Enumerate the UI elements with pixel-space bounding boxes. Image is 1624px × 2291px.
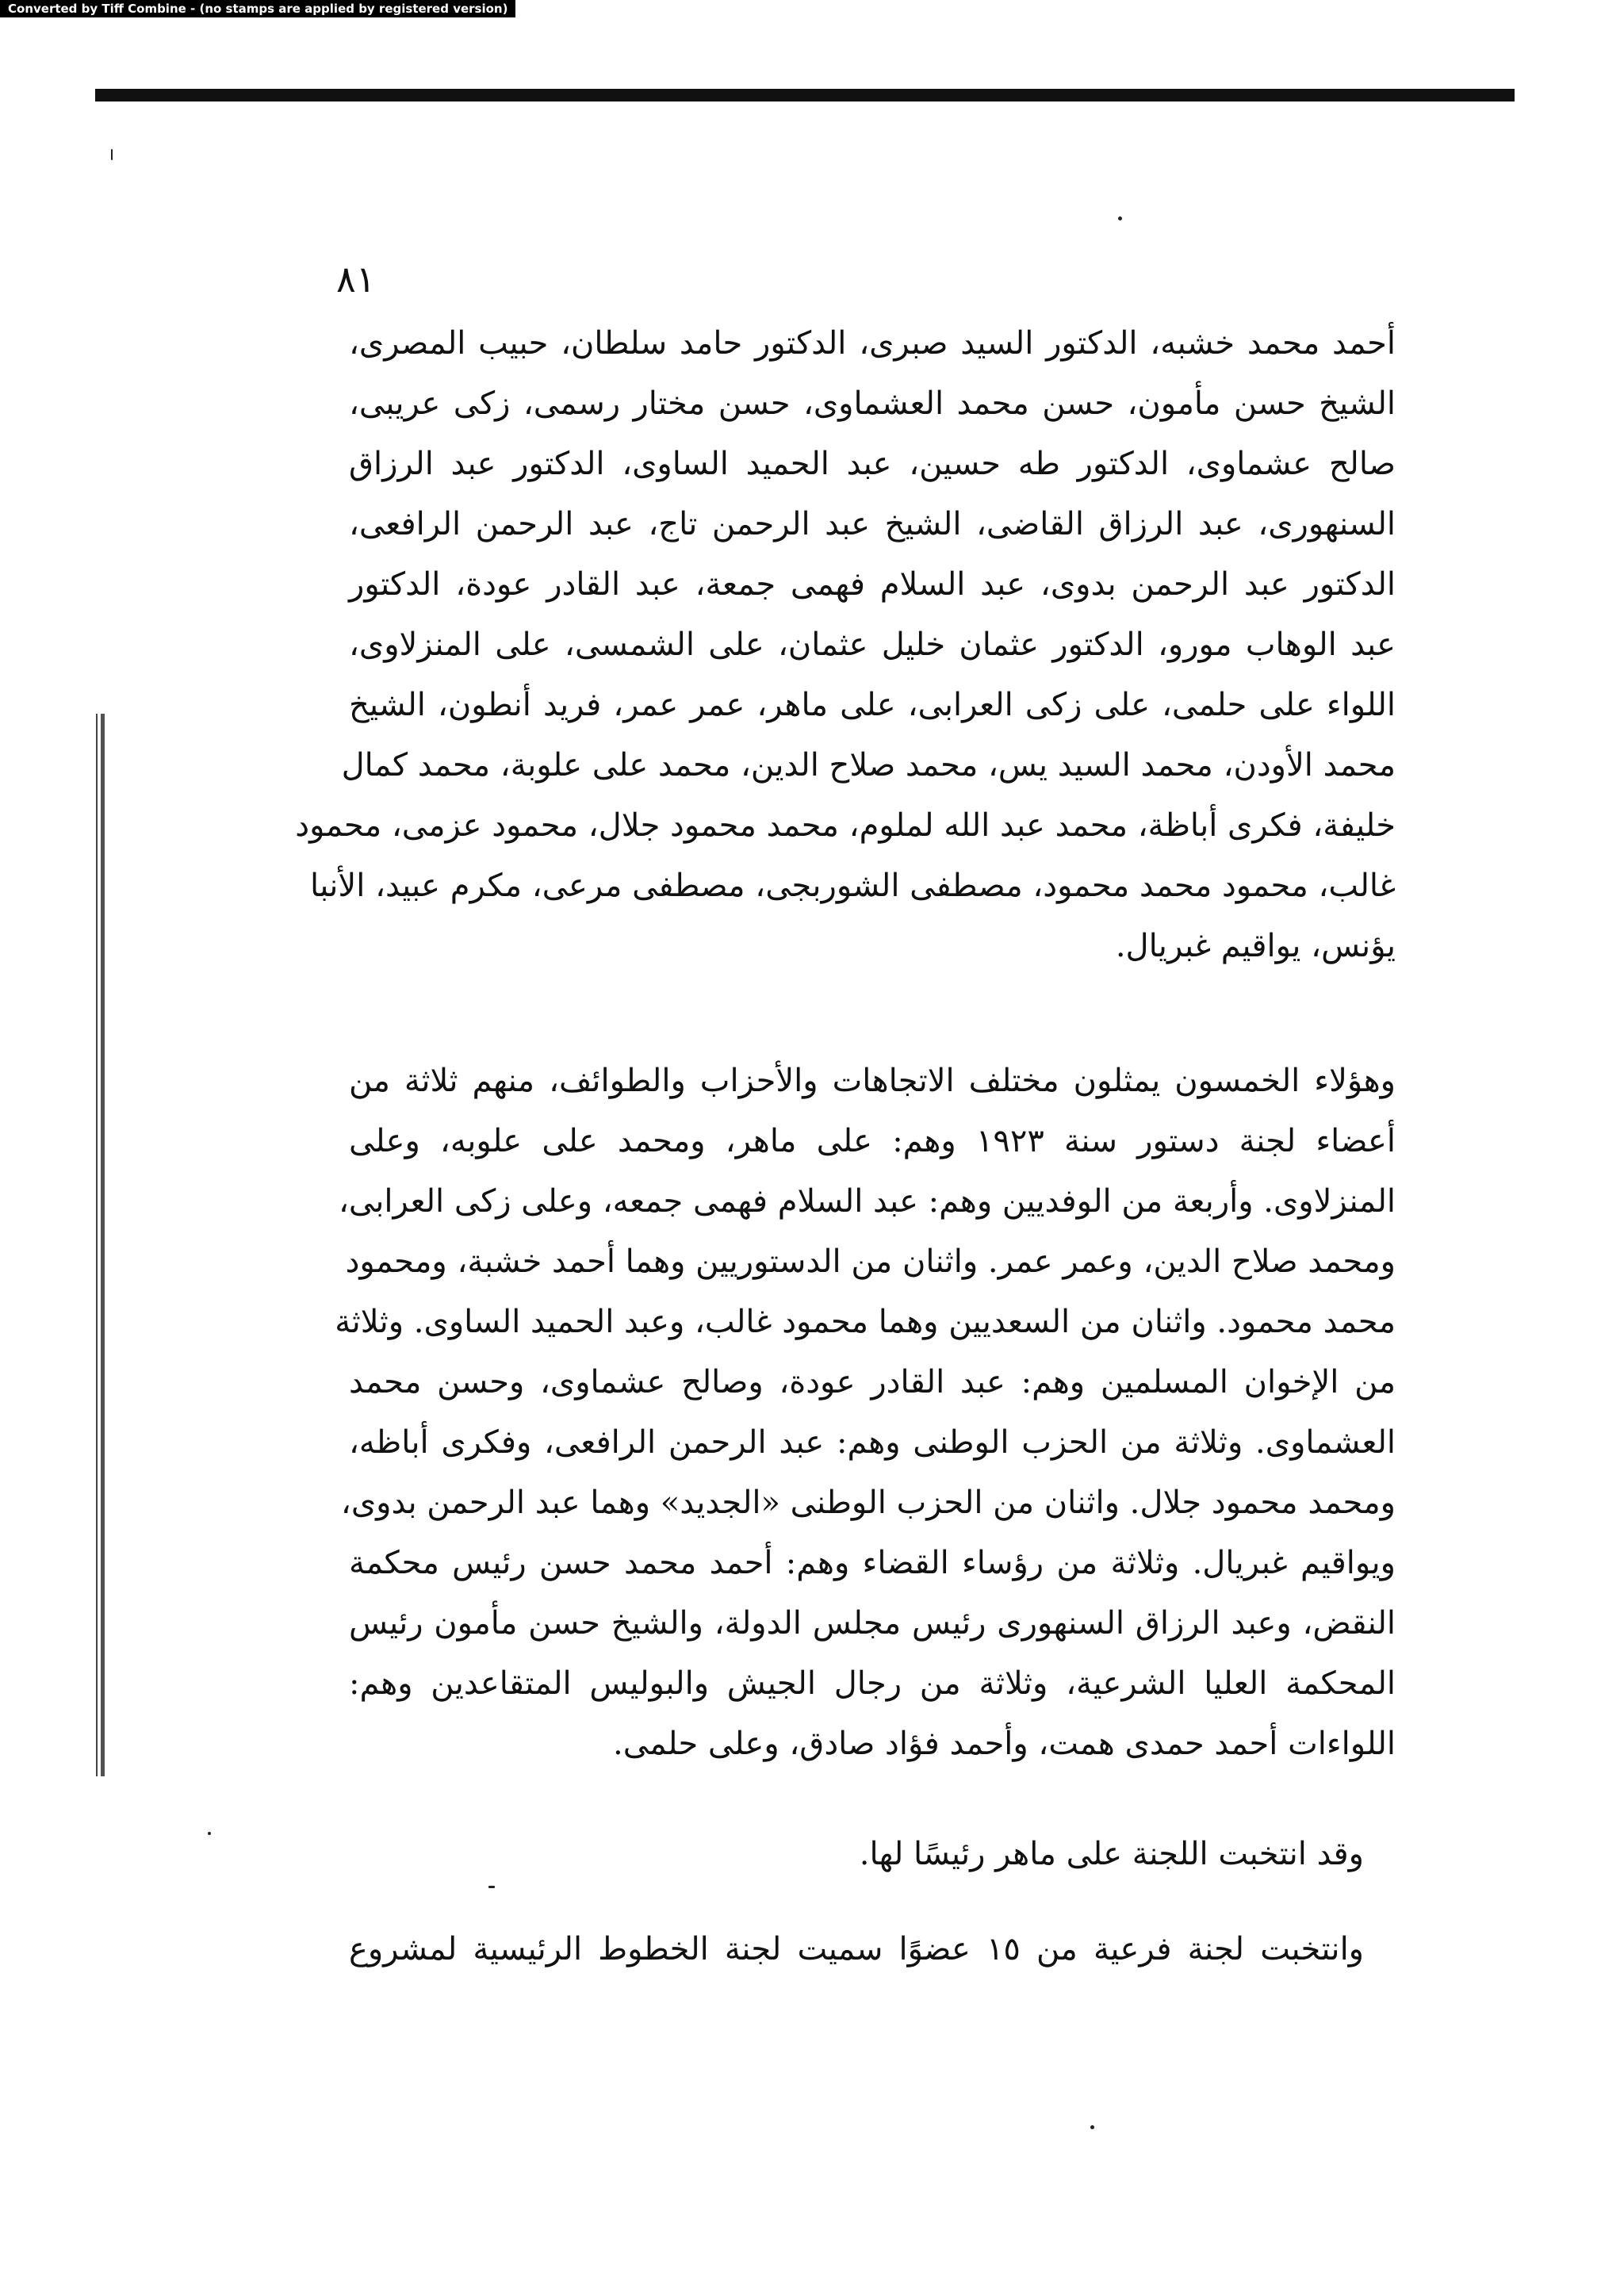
- chairman-paragraph: وقد انتخبت اللجنة على ماهر رئيسًا لها.: [859, 1836, 1364, 1872]
- text-line: المنزلاوى. وأربعة من الوفديين وهم: عبد السلام فهمى جمعه، وعلى زكى العرابى،: [338, 1183, 1396, 1220]
- scan-speck: [111, 149, 113, 160]
- text-line: ومحمد صلاح الدين، وعمر عمر. واثنان من الدستوريين وهما أحمد خشبة، ومحمود: [345, 1243, 1396, 1280]
- text-line: أحمد محمد خشبه، الدكتور السيد صبرى، الدكتور حامد سلطان، حبيب المصرى،: [349, 325, 1396, 362]
- scan-speck: [208, 1832, 211, 1835]
- text-line: اللواء على حلمى، على زكى العرابى، على ماهر، عمر عمر، فريد أنطون، الشيخ: [349, 687, 1396, 723]
- text-line: من الإخوان المسلمين وهم: عبد القادر عودة، وصالح عشماوى، وحسن محمد: [349, 1364, 1396, 1400]
- text-line: الدكتور عبد الرحمن بدوى، عبد السلام فهمى جمعة، عبد القادر عودة، الدكتور: [349, 566, 1396, 603]
- factions-paragraph: [335, 1051, 1396, 1774]
- header-rule: [95, 89, 1515, 102]
- text-line: العشماوى. وثلاثة من الحزب الوطنى وهم: عبد الرحمن الرافعى، وفكرى أباظه،: [349, 1424, 1396, 1461]
- text-line: غالب، محمود محمد محمود، مصطفى الشوربجى، مصطفى مرعى، مكرم عبيد، الأنبا: [310, 868, 1396, 904]
- subcommittee-paragraph: وانتخبت لجنة فرعية من ١٥ عضوًا سميت لجنة الخطوط الرئيسية لمشروع: [349, 1931, 1364, 1967]
- text-line: ويواقيم غبريال. وثلاثة من رؤساء القضاء وهم: أحمد محمد حسن رئيس محكمة: [349, 1545, 1396, 1581]
- text-line: السنهورى، عبد الرزاق القاضى، الشيخ عبد الرحمن تاج، عبد الرحمن الرافعى،: [349, 506, 1396, 542]
- binding-edge-artifact: [94, 714, 105, 1776]
- text-line: محمد الأودن، محمد السيد يس، محمد صلاح الدين، محمد على علوبة، محمد كمال: [341, 747, 1396, 783]
- text-line: صالح عشماوى، الدكتور طه حسين، عبد الحميد الساوى، الدكتور عبد الرزاق: [349, 446, 1396, 482]
- text-line: وهؤلاء الخمسون يمثلون مختلف الاتجاهات والأحزاب والطوائف، منهم ثلاثة من: [349, 1063, 1396, 1099]
- text-line: محمد محمود. واثنان من السعديين وهما محمود غالب، وعبد الحميد الساوى. وثلاثة: [335, 1304, 1396, 1340]
- text-line: الشيخ حسن مأمون، حسن محمد العشماوى، حسن مختار رسمى، زكى عريبى،: [349, 385, 1396, 422]
- scan-speck: [1118, 216, 1122, 220]
- page-number: ٨١: [336, 258, 376, 301]
- scan-speck: [488, 1886, 495, 1888]
- names-paragraph: [295, 313, 1396, 976]
- scan-speck: [1090, 2125, 1094, 2129]
- text-line: عبد الوهاب مورو، الدكتور عثمان خليل عثمان، على الشمسى، على المنزلاوى،: [349, 626, 1396, 663]
- text-line: خليفة، فكرى أباظة، محمد عبد الله لملوم، محمد محمود جلال، محمود عزمى، محمود: [295, 807, 1396, 844]
- text-line: اللواءات أحمد حمدى همت، وأحمد فؤاد صادق، وعلى حلمى.: [613, 1726, 1396, 1762]
- text-line: المحكمة العليا الشرعية، وثلاثة من رجال الجيش والبوليس المتقاعدين وهم:: [349, 1665, 1396, 1702]
- text-line: أعضاء لجنة دستور سنة ١٩٢٣ وهم: على ماهر، ومحمد على علوبه، وعلى: [349, 1123, 1396, 1159]
- text-line: ومحمد محمود جلال. واثنان من الحزب الوطنى «الجديد» وهما عبد الرحمن بدوى،: [340, 1485, 1396, 1521]
- text-line: النقض، وعبد الرزاق السنهورى رئيس مجلس الدولة، والشيخ حسن مأمون رئيس: [349, 1605, 1396, 1642]
- text-line: يؤنس، يواقيم غبريال.: [1115, 928, 1396, 964]
- converter-banner: Converted by Tiff Combine - (no stamps are applied by registered version): [0, 0, 515, 17]
